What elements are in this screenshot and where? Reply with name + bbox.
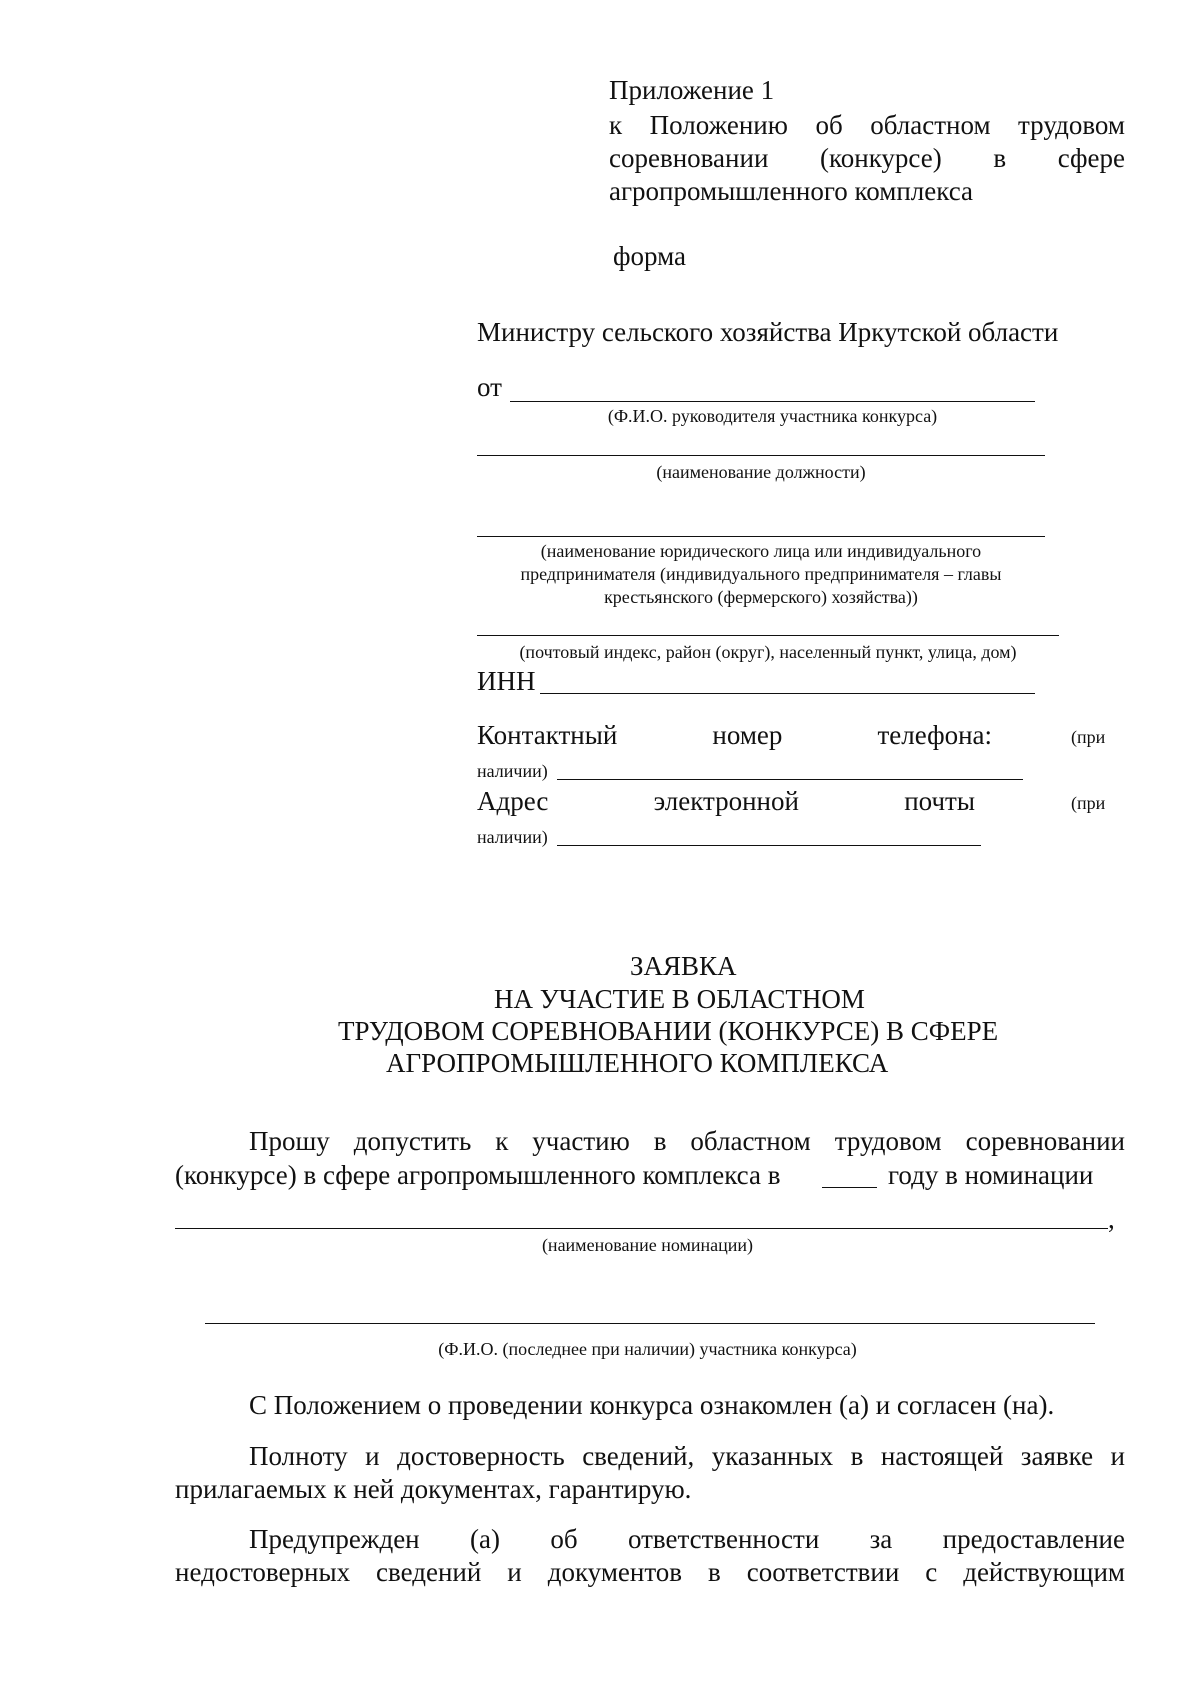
heading-line-3: ТРУДОВОМ СОРЕВНОВАНИИ (КОНКУРСЕ) В СФЕРЕ — [338, 1016, 999, 1046]
email-label-word: Адрес — [477, 786, 549, 816]
position-line — [477, 455, 1045, 456]
inn-line — [540, 693, 1035, 694]
request-line-2b: году в номинации — [888, 1160, 1094, 1190]
email-label — [477, 785, 992, 817]
nomination-caption: (наименование номинации) — [541, 1235, 754, 1255]
participant-caption: (Ф.И.О. (последнее при наличии) участника конкурса) — [438, 1339, 857, 1359]
fio-line — [510, 401, 1035, 402]
appendix-line-1: к Положению об областном трудовом — [609, 110, 1125, 140]
entity-caption-3: крестьянского (фермерского) хозяйства)) — [604, 587, 918, 607]
paragraph-warning-2: недостоверных сведений и документов в соответствии с действующим — [175, 1557, 1125, 1587]
year-blank — [822, 1187, 877, 1188]
heading-line-2: НА УЧАСТИЕ В ОБЛАСТНОМ — [494, 984, 865, 1014]
participant-line — [205, 1323, 1095, 1324]
email-note-1: (при — [1071, 793, 1106, 813]
entity-caption-1: (наименование юридического лица или индивидуального — [540, 541, 982, 561]
position-caption: (наименование должности) — [656, 462, 866, 482]
addressee-to: Министру сельского хозяйства Иркутской области — [477, 317, 1059, 347]
request-line-1: Прошу допустить к участию в областном трудовом соревновании — [249, 1126, 1125, 1156]
entity-caption-2: предпринимателя (индивидуального предпринимателя – главы — [520, 564, 1002, 584]
paragraph-acquainted: С Положением о проведении конкурса ознакомлен (а) и согласен (на). — [249, 1390, 1055, 1420]
phone-label-word: телефона: — [877, 720, 992, 750]
appendix-title: Приложение 1 — [609, 75, 775, 105]
phone-label-word: Контактный — [477, 720, 618, 750]
heading-line-1: ЗАЯВКА — [630, 951, 737, 981]
appendix-line-2: соревновании (конкурсе) в сфере — [609, 143, 1125, 173]
inn-label: ИНН — [477, 666, 536, 696]
email-note-2: наличии) — [477, 827, 548, 847]
request-line-2a: (конкурсе) в сфере агропромышленного комплекса в — [175, 1160, 781, 1190]
form-label: форма — [613, 241, 686, 271]
address-line — [477, 635, 1059, 636]
email-line — [557, 845, 981, 846]
email-label-word: почты — [904, 786, 975, 816]
paragraph-guarantee-2: прилагаемых к ней документах, гарантирую. — [175, 1474, 692, 1504]
phone-note-2: наличии) — [477, 761, 548, 781]
address-caption: (почтовый индекс, район (округ), населенный пункт, улица, дом) — [519, 642, 1017, 662]
phone-label — [477, 719, 992, 751]
appendix-line-3: агропромышленного комплекса — [609, 176, 973, 206]
from-label: от — [477, 372, 502, 402]
paragraph-warning-1: Предупрежден (а) об ответственности за предоставление — [249, 1524, 1125, 1554]
fio-caption: (Ф.И.О. руководителя участника конкурса) — [607, 406, 938, 426]
phone-note-1: (при — [1071, 727, 1106, 747]
nomination-comma: , — [1108, 1204, 1115, 1234]
nomination-line — [175, 1228, 1108, 1229]
heading-line-4: АГРОПРОМЫШЛЕННОГО КОМПЛЕКСА — [386, 1048, 889, 1078]
email-label-word: электронной — [653, 786, 799, 816]
entity-line — [477, 536, 1045, 537]
phone-label-word: номер — [712, 720, 783, 750]
phone-line — [557, 779, 1023, 780]
paragraph-guarantee-1: Полноту и достоверность сведений, указанных в настоящей заявке и — [249, 1441, 1125, 1471]
